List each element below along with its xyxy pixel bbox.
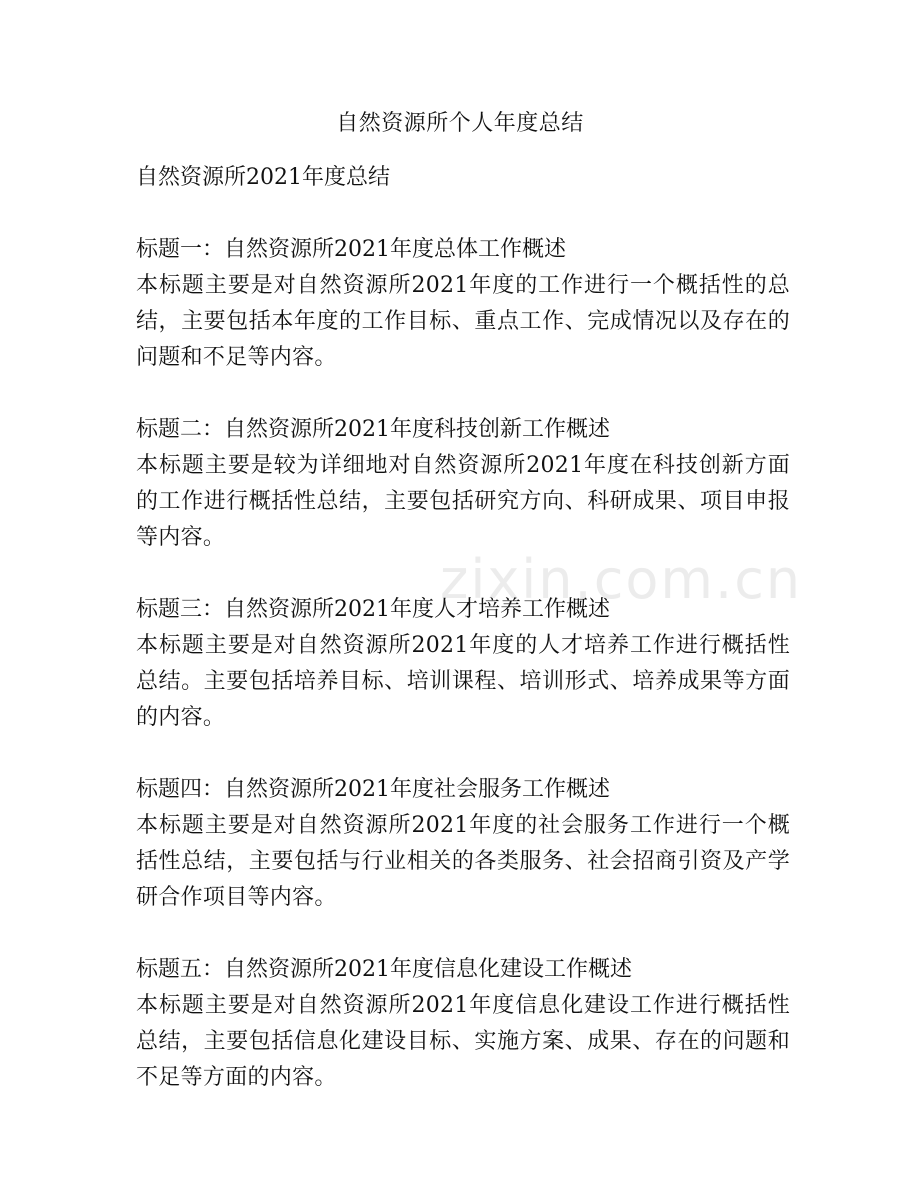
- section-3: [136, 592, 790, 736]
- section-heading: 标题二：自然资源所2021年度科技创新工作概述: [136, 417, 610, 442]
- section-heading: 标题四：自然资源所2021年度社会服务工作概述: [136, 777, 610, 802]
- section-2: [136, 412, 790, 556]
- section-body: 本标题主要是较为详细地对自然资源所2021年度在科技创新方面的工作进行概括性总结，主要包括研究方向、科研成果、项目申报等内容。: [136, 453, 790, 550]
- document-title: 自然资源所个人年度总结: [336, 111, 584, 136]
- document-subtitle: 自然资源所2021年度总结: [136, 165, 390, 190]
- section-body: 本标题主要是对自然资源所2021年度的人才培养工作进行概括性总结。主要包括培养目标、培训课程、培训形式、培养成果等方面的内容。: [136, 633, 790, 730]
- watermark: zixin.com.cn: [440, 548, 803, 611]
- section-1: [136, 232, 790, 376]
- document-body: [136, 160, 790, 1096]
- section-heading: 标题五：自然资源所2021年度信息化建设工作概述: [136, 957, 632, 982]
- section-heading: 标题一：自然资源所2021年度总体工作概述: [136, 237, 566, 262]
- section-4: [136, 772, 790, 916]
- section-5: [136, 952, 790, 1096]
- section-heading: 标题三：自然资源所2021年度人才培养工作概述: [136, 597, 610, 622]
- section-body: 本标题主要是对自然资源所2021年度的工作进行一个概括性的总结，主要包括本年度的工作目标、重点工作、完成情况以及存在的问题和不足等内容。: [136, 273, 790, 370]
- section-body: 本标题主要是对自然资源所2021年度的社会服务工作进行一个概括性总结，主要包括与行业相关的各类服务、社会招商引资及产学研合作项目等内容。: [136, 813, 790, 910]
- section-body: 本标题主要是对自然资源所2021年度信息化建设工作进行概括性总结，主要包括信息化建设目标、实施方案、成果、存在的问题和不足等方面的内容。: [136, 993, 790, 1090]
